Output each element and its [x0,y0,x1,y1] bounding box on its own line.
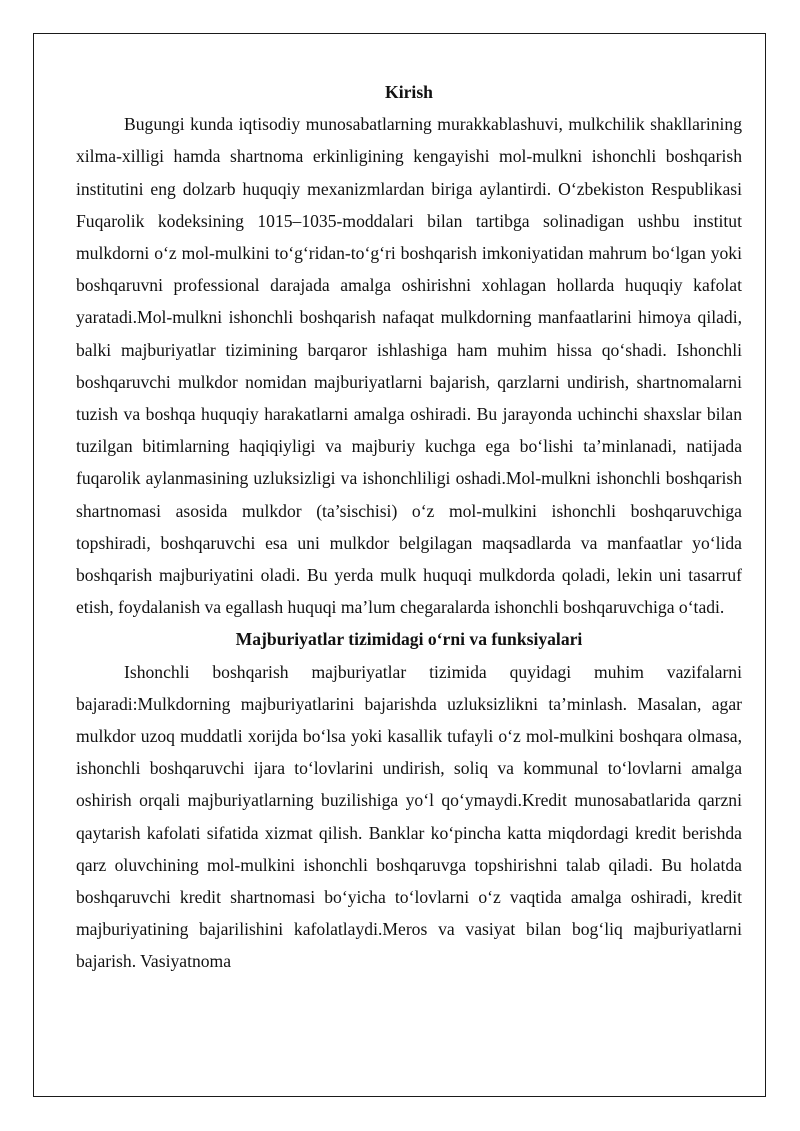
introduction-paragraph: Bugungi kunda iqtisodiy munosabatlarning murakkablashuvi, mulkchilik shakllarining xilma-xilligi hamda shartnoma erkinligining kengayishi mol-mulkni ishonchli boshqarish institutini eng dolzarb huquqiy mexanizmlardan biriga aylantirdi. O‘zbekiston Respublikasi Fuqarolik kodeksining 1015–1035-moddalari bilan tartibga solinadigan ushbu institut mulkdorni o‘z mol-mulkini to‘g‘ridan-to‘g‘ri boshqarish imkoniyatidan mahrum bo‘lgan yoki boshqaruvni professional darajada amalga oshirishni xohlagan hollarda huquqiy kafolat yaratadi.Mol-mulkni ishonchli boshqarish nafaqat mulkdorning manfaatlarini himoya qiladi, balki majburiyatlar tizimining barqaror ishlashiga ham muhim hissa qo‘shadi. Ishonchli boshqaruvchi mulkdor nomidan majburiyatlarni bajarish, qarzlarni undirish, shartnomalarni tuzish va boshqa huquqiy harakatlarni amalga oshiradi. Bu jarayonda uchinchi shaxslar bilan tuzilgan bitimlarning haqiqiyligi va majburiy kuchga ega bo‘lishi ta’minlanadi, natijada fuqarolik aylanmasining uzluksizligi va ishonchliligi oshadi.Mol-mulkni ishonchli boshqarish shartnomasi asosida mulkdor (ta’sischisi) o‘z mol-mulkini ishonchli boshqaruvchiga topshiradi, boshqaruvchi esa uni mulkdor belgilagan maqsadlarda va manfaatlar yo‘lida boshqarish majburiyatini oladi. Bu yerda mulk huquqi mulkdorda qoladi, lekin uni tasarruf etish, foydalanish va egallash huquqi ma’lum chegaralarda ishonchli boshqaruvchiga o‘tadi. [76,114,742,618]
section-heading-introduction: Kirish [385,82,433,102]
role-and-functions-paragraph: Ishonchli boshqarish majburiyatlar tizimida quyidagi muhim vazifalarni bajaradi:Mulkdorning majburiyatlarini bajarishda uzluksizlikni ta’minlash. Masalan, agar mulkdor uzoq muddatli xorijda bo‘lsa yoki kasallik tufayli o‘z mol-mulkini boshqara olmasa, ishonchli boshqaruvchi ijara to‘lovlarini undirish, soliq va kommunal to‘lovlarni amalga oshirish orqali majburiyatlarning buzilishiga yo‘l qo‘ymaydi.Kredit munosabatlarida qarzni qaytarish kafolati sifatida xizmat qilish. Banklar ko‘pincha katta miqdordagi kredit berishda qarz oluvchining mol-mulkini ishonchli boshqaruvga topshirishni talab qiladi. Bu holatda boshqaruvchi kredit shartnomasi bo‘yicha to‘lovlarni o‘z vaqtida amalga oshiradi, kredit majburiyatining bajarilishini kafolatlaydi.Meros va vasiyat bilan bog‘liq majburiyatlarni bajarish. Vasiyatnoma [76,661,742,972]
section-heading-role-and-functions: Majburiyatlar tizimidagi o‘rni va funksiyalari [235,629,583,650]
document-body [76,76,742,978]
